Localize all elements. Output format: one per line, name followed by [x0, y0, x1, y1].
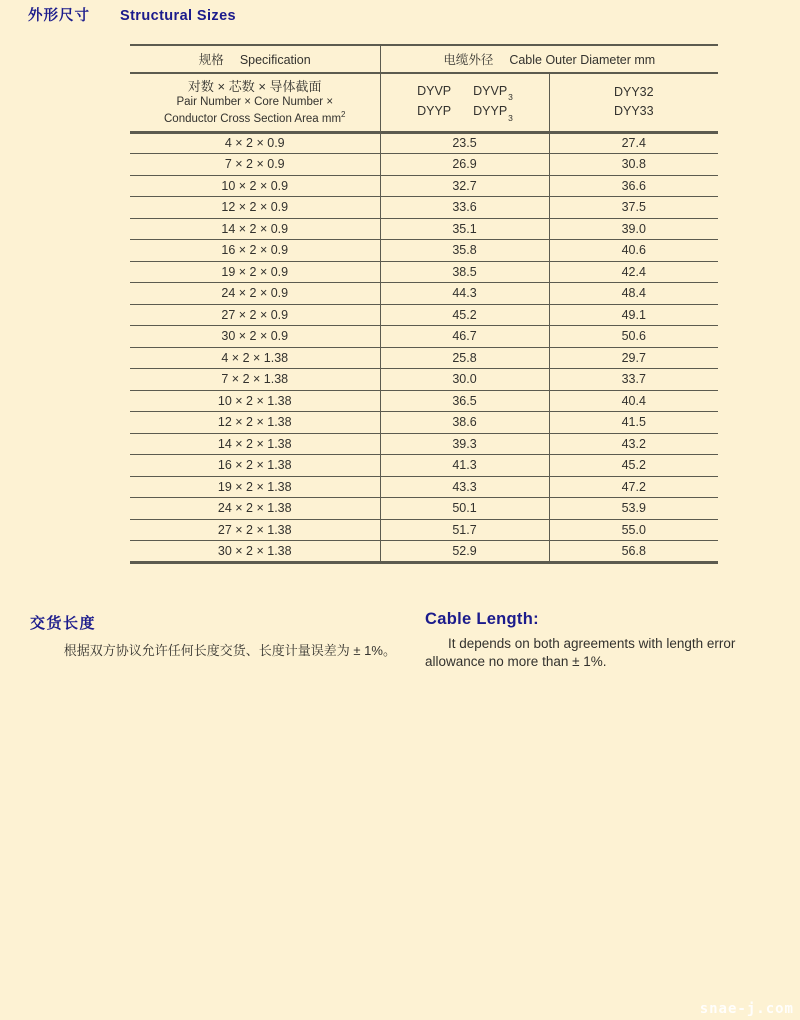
- dyvp-diameter-cell: 38.5: [380, 261, 549, 283]
- spec-cell: 27 × 2 × 0.9: [130, 304, 380, 326]
- spec-cell: 24 × 2 × 0.9: [130, 283, 380, 305]
- subheader-dyy-models: [549, 73, 718, 132]
- dyvp-diameter-cell: 44.3: [380, 283, 549, 305]
- dyvp-diameter-cell: 43.3: [380, 476, 549, 498]
- model-dyyp: DYYP: [417, 104, 452, 119]
- dyvp-diameter-cell: 35.1: [380, 218, 549, 240]
- dyvp-diameter-cell: 35.8: [380, 240, 549, 262]
- header-spec-en: Specification: [239, 53, 311, 67]
- cable-length-title-en: Cable Length:: [425, 610, 539, 628]
- dyy-diameter-cell: 55.0: [549, 519, 718, 541]
- dyvp-diameter-cell: 45.2: [380, 304, 549, 326]
- subheader-dyvp-models: [380, 73, 549, 132]
- table-row: [130, 283, 718, 305]
- cable-length-note-en: [425, 610, 787, 671]
- subheader-zh-line: 对数 × 芯数 × 导体截面: [187, 78, 322, 94]
- dyy-diameter-cell: 36.6: [549, 175, 718, 197]
- model-dyyp3-sub: 3: [508, 112, 513, 123]
- table-row: [130, 304, 718, 326]
- dyvp-diameter-cell: 25.8: [380, 347, 549, 369]
- table-row: [130, 240, 718, 262]
- spec-cell: 14 × 2 × 1.38: [130, 433, 380, 455]
- table-row: [130, 326, 718, 348]
- spec-table: [130, 44, 718, 564]
- model-dyvp3-sub: 3: [508, 92, 513, 103]
- dyvp-diameter-cell: 41.3: [380, 455, 549, 477]
- watermark: snae-j.com: [699, 1001, 794, 1017]
- spec-cell: 30 × 2 × 0.9: [130, 326, 380, 348]
- cable-length-body-zh: 根据双方协议允许任何长度交货、长度计量误差为 ± 1%。: [63, 643, 396, 658]
- dyy-diameter-cell: 27.4: [549, 132, 718, 154]
- dyvp-diameter-cell: 51.7: [380, 519, 549, 541]
- dyvp-diameter-cell: 39.3: [380, 433, 549, 455]
- table-row: [130, 175, 718, 197]
- table-row: [130, 154, 718, 176]
- dyvp-diameter-cell: 46.7: [380, 326, 549, 348]
- dyvp-diameter-cell: 50.1: [380, 498, 549, 520]
- table-row: [130, 498, 718, 520]
- table-row: [130, 197, 718, 219]
- page-title: [28, 4, 236, 25]
- dyvp-diameter-cell: 32.7: [380, 175, 549, 197]
- spec-cell: 27 × 2 × 1.38: [130, 519, 380, 541]
- structural-sizes-table: [130, 44, 718, 564]
- table-row: [130, 455, 718, 477]
- table-row: [130, 369, 718, 391]
- table-row: [130, 218, 718, 240]
- model-line-dyvp: [381, 82, 549, 103]
- model-dyy32: DYY32: [613, 84, 654, 99]
- table-body: [130, 132, 718, 562]
- header-diameter-en: Cable Outer Diameter mm: [509, 53, 656, 67]
- mm-squared-sup: 2: [341, 110, 346, 120]
- dyy-diameter-cell: 45.2: [549, 455, 718, 477]
- table-row: [130, 519, 718, 541]
- dyy-diameter-cell: 39.0: [549, 218, 718, 240]
- dyy-diameter-cell: 29.7: [549, 347, 718, 369]
- dyy-diameter-cell: 53.9: [549, 498, 718, 520]
- spec-cell: 19 × 2 × 1.38: [130, 476, 380, 498]
- dyy-diameter-cell: 49.1: [549, 304, 718, 326]
- dyy-diameter-cell: 56.8: [549, 541, 718, 563]
- dyvp-diameter-cell: 23.5: [380, 132, 549, 154]
- spec-cell: 4 × 2 × 1.38: [130, 347, 380, 369]
- model-dyy33: DYY33: [613, 104, 654, 119]
- dyy-diameter-cell: 37.5: [549, 197, 718, 219]
- page-title-zh: 外形尺寸: [28, 8, 90, 24]
- dyy-diameter-cell: 40.4: [549, 390, 718, 412]
- spec-cell: 4 × 2 × 0.9: [130, 132, 380, 154]
- dyvp-diameter-cell: 36.5: [380, 390, 549, 412]
- table-row: [130, 412, 718, 434]
- spec-cell: 14 × 2 × 0.9: [130, 218, 380, 240]
- model-line-dyyp: [381, 102, 549, 123]
- spec-cell: 12 × 2 × 1.38: [130, 412, 380, 434]
- spec-cell: 24 × 2 × 1.38: [130, 498, 380, 520]
- dyvp-diameter-cell: 38.6: [380, 412, 549, 434]
- spec-cell: 12 × 2 × 0.9: [130, 197, 380, 219]
- subheader-en-line2-text: Conductor Cross Section Area mm: [164, 112, 342, 125]
- dyy-diameter-cell: 40.6: [549, 240, 718, 262]
- subheader-en-line1: Pair Number × Core Number ×: [176, 96, 334, 109]
- spec-cell: 16 × 2 × 1.38: [130, 455, 380, 477]
- dyy-diameter-cell: 43.2: [549, 433, 718, 455]
- model-dyvp3-base: DYVP: [473, 83, 508, 98]
- table-subheader-row: [130, 73, 718, 132]
- table-row: [130, 347, 718, 369]
- table-row: [130, 390, 718, 412]
- dyy-diameter-cell: 42.4: [549, 261, 718, 283]
- header-specification: [130, 45, 380, 73]
- cable-length-title-zh: 交货长度: [30, 615, 97, 632]
- dyy-diameter-cell: 30.8: [549, 154, 718, 176]
- model-dyyp3-base: DYYP: [473, 104, 508, 119]
- dyy-diameter-cell: 50.6: [549, 326, 718, 348]
- header-outer-diameter: [380, 45, 718, 73]
- cable-length-body-en: It depends on both agreements with length error allowance no more than ± 1%.: [425, 636, 736, 670]
- dyvp-diameter-cell: 30.0: [380, 369, 549, 391]
- model-dyvp3: [473, 83, 513, 103]
- dyvp-diameter-cell: 52.9: [380, 541, 549, 563]
- table-row: [130, 476, 718, 498]
- dyvp-diameter-cell: 33.6: [380, 197, 549, 219]
- page-title-en: Structural Sizes: [120, 8, 236, 24]
- subheader-en-line2: [130, 110, 380, 127]
- header-diameter-zh: 电缆外径: [443, 53, 494, 67]
- spec-cell: 10 × 2 × 0.9: [130, 175, 380, 197]
- table-row: [130, 261, 718, 283]
- model-dyyp3: [473, 104, 513, 123]
- table-row: [130, 433, 718, 455]
- table-row: [130, 541, 718, 563]
- spec-cell: 7 × 2 × 1.38: [130, 369, 380, 391]
- dyy-diameter-cell: 33.7: [549, 369, 718, 391]
- spec-cell: 10 × 2 × 1.38: [130, 390, 380, 412]
- spec-cell: 16 × 2 × 0.9: [130, 240, 380, 262]
- cable-length-note-zh: [30, 612, 400, 660]
- spec-cell: 19 × 2 × 0.9: [130, 261, 380, 283]
- table-header-row: [130, 45, 718, 73]
- model-dyvp: DYVP: [417, 83, 452, 98]
- table-row: [130, 132, 718, 154]
- subheader-pair-core-section: [130, 73, 380, 132]
- dyvp-diameter-cell: 26.9: [380, 154, 549, 176]
- spec-cell: 7 × 2 × 0.9: [130, 154, 380, 176]
- dyy-diameter-cell: 48.4: [549, 283, 718, 305]
- header-spec-zh: 规格: [198, 53, 224, 67]
- dyy-diameter-cell: 41.5: [549, 412, 718, 434]
- dyy-diameter-cell: 47.2: [549, 476, 718, 498]
- spec-cell: 30 × 2 × 1.38: [130, 541, 380, 563]
